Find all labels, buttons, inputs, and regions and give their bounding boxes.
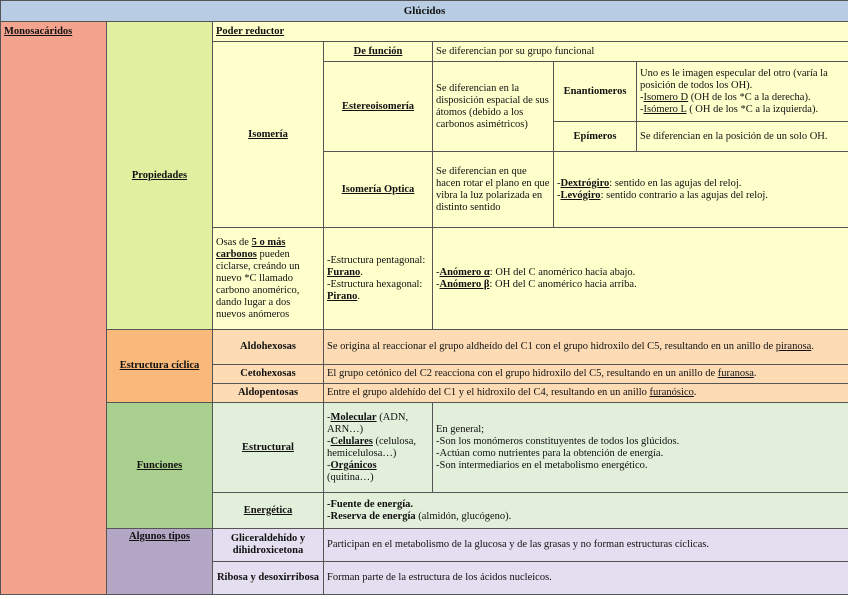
dash: -: [557, 189, 561, 201]
funciones-general: [433, 403, 848, 493]
anomero-alfa-desc: : OH del C anomérico hacia abajo.: [489, 266, 636, 278]
ribosa-desc: Forman parte de la estructura de los ácidos nucleicos.: [324, 562, 848, 595]
aldopentosas-label: Aldopentosas: [213, 384, 324, 403]
isomero-l-desc: ( OH de los *C a la izquierda).: [686, 103, 819, 115]
piranosa: piranosa: [775, 341, 812, 352]
anomeros-desc: [433, 228, 848, 330]
levogiro-desc: : sentido contrario a las agujas del reloj.: [600, 189, 768, 201]
pentagonal-text: -Estructura pentagonal:: [327, 254, 426, 266]
gliceraldehido-desc: Participan en el metabolismo de la glucosa y de las grasas y no forman estructuras cíclicas.: [324, 529, 848, 562]
dot: .: [360, 266, 363, 278]
molecular: Molecular: [330, 411, 377, 423]
furanosa: furanosa: [717, 368, 754, 379]
dash: -: [327, 459, 331, 471]
aldopentosas-desc: [324, 384, 848, 403]
estructura-ciclica-label: Estructura cíclica: [107, 330, 213, 403]
hexagonal-text: -Estructura hexagonal:: [327, 278, 423, 290]
aldopentosas-text: Entre el grupo aldehído del C1 y el hidroxilo del C4, resultando en un anillo: [327, 387, 650, 398]
aldohexosas-desc: [324, 330, 848, 365]
page-title: Glúcidos: [1, 1, 848, 22]
dot: .: [811, 341, 814, 352]
celulares: Celulares: [330, 435, 373, 447]
general-1: En general;: [436, 423, 485, 435]
ribosa-label: Ribosa y desoxirribosa: [213, 562, 324, 595]
osas-pre: Osas de: [216, 236, 252, 248]
estereoisomeria-desc: Se diferencian en la disposición espacial de sus átomos (debido a los carbonos asimétricos): [433, 62, 554, 152]
osas-bold: 5 o más carbonos: [216, 236, 286, 260]
dash: -: [436, 278, 440, 290]
organicos: Orgánicos: [330, 459, 377, 471]
molecular-desc: (ADN, ARN…): [327, 411, 409, 435]
osas-desc: [213, 228, 324, 330]
dash: -: [640, 103, 644, 115]
cetohexosas-text: El grupo cetónico del C2 reacciona con el grupo hidroxilo del C5, resultando en un anillo de: [327, 368, 718, 379]
epimeros-label: Epímeros: [554, 122, 637, 152]
gliceraldehido-label: Gliceraldehído y dihidroxicetona: [213, 529, 324, 562]
funciones-label: Funciones: [107, 403, 213, 529]
dash: -: [436, 266, 440, 278]
estructural-items: [324, 403, 433, 493]
dextrogiro: Dextrógiro: [560, 177, 610, 189]
isomeria-label: Isomería: [213, 42, 324, 228]
dot: .: [357, 290, 360, 302]
epimeros-desc: Se diferencian en la posición de un solo OH.: [637, 122, 848, 152]
dash: -: [557, 177, 561, 189]
isomero-d: Isomero D: [643, 91, 689, 103]
enantiomeros-label: Enantiomeros: [554, 62, 637, 122]
general-2: -Son los monómeros constituyentes de todos los glúcidos.: [436, 435, 680, 447]
dot: .: [753, 368, 757, 379]
energetica-desc: [324, 493, 848, 529]
monosacaridos-label: Monosacáridos: [1, 22, 107, 595]
isomero-l: Isómero L: [643, 103, 687, 115]
energetica-label: Energética: [213, 493, 324, 529]
dextrogiro-desc: : sentido en las agujas del reloj.: [609, 177, 742, 189]
isomeria-optica-label: Isomería Optica: [324, 152, 433, 228]
estereoisomeria-label: Estereoisomería: [324, 62, 433, 152]
dot: .: [693, 387, 697, 398]
estructura-anillo: [324, 228, 433, 330]
anomero-alfa: Anómero α: [439, 266, 490, 278]
dextro-levo-desc: [554, 152, 848, 228]
poder-reductor: Poder reductor: [213, 22, 848, 42]
anomero-beta-desc: : OH del C anomérico hacia arriba.: [489, 278, 637, 290]
cetohexosas-desc: [324, 365, 848, 384]
isomeria-optica-desc: Se diferencian en que hacen rotar el plano en que vibra la luz polarizada en distinto sentido: [433, 152, 554, 228]
general-3: -Actúan como nutrientes para la obtención de energía.: [436, 447, 664, 459]
dash: -: [327, 435, 331, 447]
anomero-beta: Anómero β: [439, 278, 490, 290]
aldohexosas-label: Aldohexosas: [213, 330, 324, 365]
reserva-desc: (almidón, glucógeno).: [415, 510, 512, 522]
celulares-desc: (celulosa, hemicelulosa…): [327, 435, 417, 459]
enantiomeros-desc: [637, 62, 848, 122]
fuente-energia: -Fuente de energía.: [327, 498, 414, 510]
de-funcion-desc: Se diferencian por su grupo funcional: [433, 42, 848, 62]
levogiro: Levógiro: [560, 189, 601, 201]
algunos-tipos-label: Algunos tipos: [107, 529, 213, 595]
aldohexosas-text: Se origina al reaccionar el grupo aldheído del C1 con el grupo hidroxilo del C5, resultando en un anillo de: [327, 341, 776, 352]
furanosico: furanósico: [649, 387, 694, 398]
estructural-label: Estructural: [213, 403, 324, 493]
dash: -: [640, 91, 644, 103]
cetohexosas-label: Cetohexosas: [213, 365, 324, 384]
pirano: Pirano: [327, 290, 358, 302]
isomero-d-desc: (OH de los *C a la derecha).: [688, 91, 811, 103]
osas-post: pueden ciclarse, creándo un nuevo *C llamado carbono anomérico, dando lugar a dos nuevos anómeros: [216, 248, 300, 320]
de-funcion-label: De función: [324, 42, 433, 62]
reserva-energia: -Reserva de energía: [327, 510, 416, 522]
furano: Furano: [327, 266, 361, 278]
propiedades-label: Propiedades: [107, 22, 213, 330]
dash: -: [327, 411, 331, 423]
enantiomeros-text: Uno es le imagen especular del otro (varía la posición de todos los OH).: [640, 67, 828, 91]
organicos-desc: (quitina…): [327, 471, 374, 483]
general-4: -Son intermediarios en el metabolismo energético.: [436, 459, 648, 471]
